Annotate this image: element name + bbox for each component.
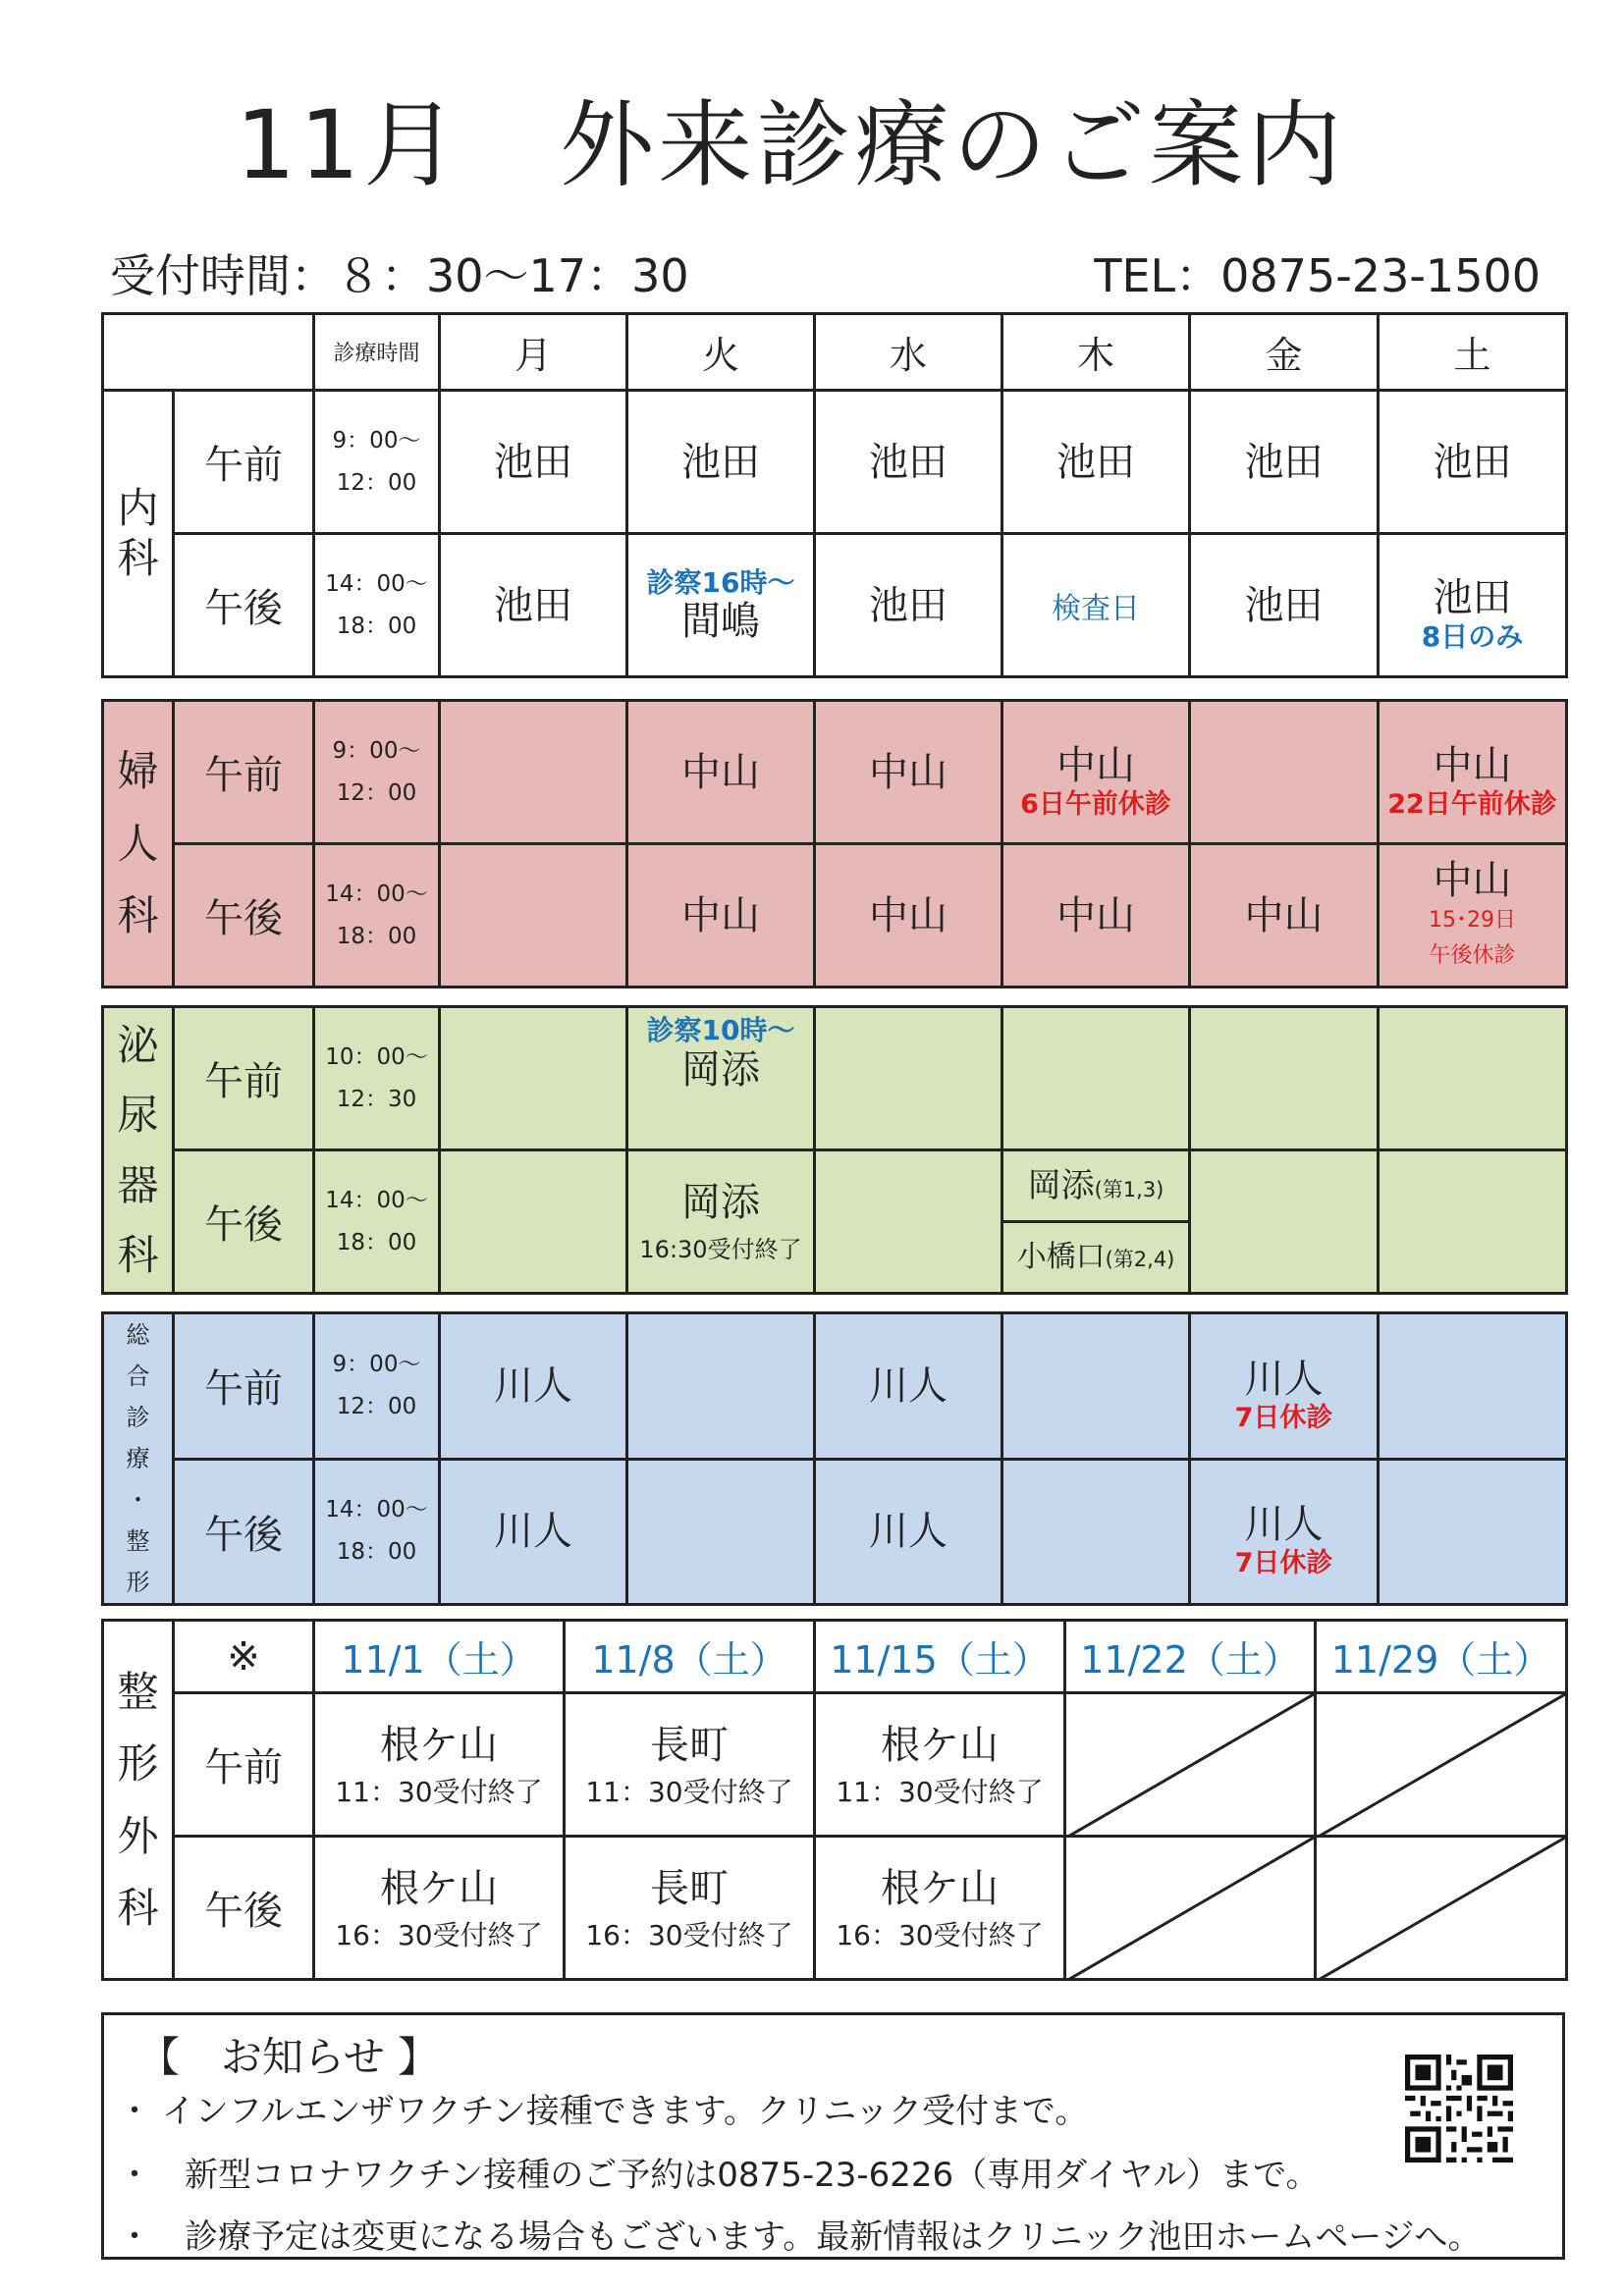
closure-note: 6日午前休診 [1020, 788, 1171, 820]
doctor-name: 長町 [650, 1865, 729, 1911]
doctor-cell: 中山 [1190, 844, 1379, 988]
doctor-cell [1379, 534, 1567, 677]
consult-note: 診察10時～ [646, 1014, 795, 1046]
date-header: 11/22（土） [1065, 1621, 1316, 1693]
reception-end-note: 11：30受付終了 [585, 1775, 793, 1808]
date-header: 11/1（土） [314, 1621, 565, 1693]
seikei-table [101, 1619, 1568, 1981]
time-am: 10：00～ 12：30 [314, 1007, 440, 1150]
empty-cell [627, 1313, 815, 1460]
doctor-cell: 池田 [1190, 391, 1379, 534]
header-fri: 金 [1190, 314, 1379, 391]
doctor-name: 池田 [1433, 574, 1512, 620]
empty-cell [1190, 1150, 1379, 1294]
empty-cell [815, 1007, 1002, 1150]
doctor-cell: 池田 [815, 534, 1002, 677]
dept-char: 器 [117, 1160, 159, 1209]
no-service-cell [1316, 1837, 1567, 1980]
consult-note: 診察16時～ [646, 565, 795, 599]
period-pm: 午後 [174, 534, 314, 677]
diagonal-slash-icon [1317, 1838, 1565, 1980]
dept-char: 内 [117, 484, 159, 533]
reception-end-note: 11：30受付終了 [335, 1775, 543, 1808]
telephone: TEL：0875-23-1500 [1094, 249, 1541, 302]
sogo-table [101, 1311, 1568, 1606]
doctor-cell: 池田 [440, 391, 627, 534]
empty-cell [815, 1150, 1002, 1294]
only-note: 8日のみ [1421, 619, 1524, 653]
diagonal-slash-icon [1066, 1838, 1314, 1980]
empty-cell [627, 1459, 815, 1605]
period-am: 午前 [174, 391, 314, 534]
header-mon: 月 [440, 314, 627, 391]
dept-char: 科 [117, 533, 159, 582]
empty-cell [1379, 1007, 1567, 1150]
time-pm: 14：00～ 18：00 [314, 1150, 440, 1294]
empty-cell [1379, 1459, 1567, 1605]
no-service-cell [1065, 1837, 1316, 1980]
doctor-cell: 川人 [440, 1313, 627, 1460]
no-service-cell [1065, 1693, 1316, 1837]
doctor-name: 根ケ山 [380, 1722, 498, 1768]
period-am: 午前 [174, 1007, 314, 1150]
doctor-cell: 中山 [815, 701, 1002, 844]
doctor-cell: 池田 [1379, 391, 1567, 534]
dept-char: 外 [117, 1811, 159, 1860]
doctor-name: 岡添 [681, 1179, 760, 1225]
doctor-cell: 池田 [627, 391, 815, 534]
doctor-cell [815, 1693, 1065, 1837]
diagonal-slash-icon [1317, 1694, 1565, 1837]
empty-cell [440, 1007, 627, 1150]
diagonal-slash-icon [1066, 1694, 1314, 1837]
notice-box [101, 2012, 1565, 2260]
doctor-name: 中山 [1433, 858, 1512, 904]
doctor-cell: 池田 [815, 391, 1002, 534]
split-top [1003, 1151, 1188, 1223]
dept-char: 合 [126, 1362, 150, 1390]
doctor-cell: 池田 [1190, 534, 1379, 677]
doctor-name: 間嶋 [681, 599, 760, 645]
time-am: 9：00～ 12：00 [314, 701, 440, 844]
time-pm: 14：00～ 18：00 [314, 534, 440, 677]
doctor-cell [815, 1837, 1065, 1980]
doctor-cell: 中山 [815, 844, 1002, 988]
doctor-cell: 川人 [440, 1459, 627, 1605]
week-note: (第2,4) [1105, 1248, 1175, 1271]
doctor-name: 川人 [1244, 1502, 1324, 1548]
time-pm: 14：00～ 18：00 [314, 844, 440, 988]
dept-char: 療 [126, 1445, 150, 1472]
header-tue: 火 [627, 314, 815, 391]
doctor-name: 岡添 [1027, 1166, 1095, 1205]
reception-end-note: 16：30受付終了 [585, 1918, 793, 1951]
empty-cell [1379, 1150, 1567, 1294]
dept-char: 総 [126, 1321, 150, 1349]
header-wed: 水 [815, 314, 1002, 391]
dept-char: 泌 [117, 1020, 159, 1069]
split-bottom [1003, 1223, 1188, 1292]
doctor-cell [1002, 701, 1190, 844]
period-pm: 午後 [174, 1837, 314, 1980]
doctor-cell: 中山 [1002, 844, 1190, 988]
dept-char: 尿 [117, 1091, 159, 1140]
time-pm: 14：00～ 18：00 [314, 1459, 440, 1605]
dept-char: 整 [117, 1667, 159, 1716]
period-pm: 午後 [174, 1459, 314, 1605]
notice-title: 【 お知らせ 】 [138, 2033, 440, 2081]
empty-cell [1002, 1313, 1190, 1460]
dept-char: 人 [117, 819, 159, 868]
empty-cell [1190, 1007, 1379, 1150]
reception-end-note: 16：30受付終了 [836, 1918, 1044, 1951]
period-pm: 午後 [174, 844, 314, 988]
doctor-cell: 池田 [440, 534, 627, 677]
header-thu: 木 [1002, 314, 1190, 391]
dept-seikei [103, 1621, 174, 1980]
page-title: 11月 外来診療のご案内 [236, 90, 1346, 200]
week-note: (第1,3) [1094, 1178, 1164, 1201]
doctor-cell: 川人 [815, 1459, 1002, 1605]
doctor-cell [627, 534, 815, 677]
period-am: 午前 [174, 1313, 314, 1460]
reception-end-note: 16:30受付終了 [639, 1235, 802, 1263]
doctor-cell [1379, 701, 1567, 844]
date-header: 11/29（土） [1316, 1621, 1567, 1693]
doctor-cell [627, 1007, 815, 1150]
split-cell [1002, 1150, 1190, 1294]
doctor-cell [1190, 1313, 1379, 1460]
note-mark: ※ [174, 1621, 314, 1693]
doctor-name: 根ケ山 [881, 1865, 999, 1911]
empty-cell [440, 844, 627, 988]
doctor-name: 根ケ山 [881, 1722, 999, 1768]
doctor-cell: 川人 [815, 1313, 1002, 1460]
dept-char: 科 [117, 1884, 159, 1932]
dept-char: 科 [117, 891, 159, 940]
doctor-name: 中山 [1056, 742, 1135, 788]
dept-sogo [103, 1313, 174, 1605]
closure-note: 7日休診 [1234, 1548, 1333, 1579]
empty-cell [440, 701, 627, 844]
dept-fujinka [103, 701, 174, 988]
doctor-name: 長町 [650, 1722, 729, 1768]
doctor-cell [314, 1693, 565, 1837]
closure-note: 7日休診 [1234, 1402, 1333, 1433]
doctor-name: 川人 [1244, 1356, 1324, 1402]
notice-item: ・ インフルエンザワクチン接種できます。クリニック受付まで。 [118, 2092, 1089, 2131]
empty-cell [440, 1150, 627, 1294]
empty-cell [1002, 1007, 1190, 1150]
dept-char: 形 [117, 1739, 159, 1788]
dept-char: 科 [117, 1230, 159, 1279]
header-blank [103, 314, 314, 391]
period-pm: 午後 [174, 1150, 314, 1294]
empty-cell [1379, 1313, 1567, 1460]
dept-hinyoki [103, 1007, 174, 1294]
doctor-cell: 中山 [627, 701, 815, 844]
notice-item: ・ 新型コロナワクチン接種のご予約は0875-23-6226（専用ダイヤル）まで。 [118, 2156, 1320, 2195]
dept-char: 整 [126, 1527, 150, 1555]
reception-end-note: 11：30受付終了 [836, 1775, 1044, 1808]
time-am: 9：00～ 12：00 [314, 391, 440, 534]
empty-cell [1002, 1459, 1190, 1605]
exam-day: 検査日 [1002, 534, 1190, 677]
closure-note: 午後休診 [1429, 942, 1516, 968]
dept-char: 形 [126, 1569, 150, 1596]
reception-end-note: 16：30受付終了 [335, 1918, 543, 1951]
doctor-cell [1379, 844, 1567, 988]
time-am: 9：00～ 12：00 [314, 1313, 440, 1460]
doctor-name: 根ケ山 [380, 1865, 498, 1911]
doctor-cell [565, 1693, 815, 1837]
qr-code-icon[interactable] [1405, 2055, 1513, 2163]
fujinka-table [101, 699, 1568, 988]
period-am: 午前 [174, 1693, 314, 1837]
hinyoki-table [101, 1005, 1568, 1295]
closure-note: 22日午前休診 [1387, 788, 1557, 820]
dept-naika [103, 391, 174, 677]
dept-char: 婦 [117, 747, 159, 796]
reception-hours: 受付時間：８：30～17：30 [110, 249, 689, 302]
empty-cell [1190, 701, 1379, 844]
doctor-cell: 中山 [627, 844, 815, 988]
date-header: 11/15（土） [815, 1621, 1065, 1693]
closure-note: 15･29日 [1429, 908, 1516, 934]
no-service-cell [1316, 1693, 1567, 1837]
doctor-cell [1190, 1459, 1379, 1605]
doctor-cell: 池田 [1002, 391, 1190, 534]
date-header: 11/8（土） [565, 1621, 815, 1693]
doctor-name: 中山 [1433, 742, 1512, 788]
doctor-name: 小橋口 [1016, 1240, 1106, 1274]
doctor-name: 岡添 [681, 1046, 760, 1093]
dept-char: 診 [126, 1404, 150, 1431]
doctor-cell [627, 1150, 815, 1294]
naika-table [101, 312, 1568, 678]
notice-item: ・ 診療予定は変更になる場合もございます。最新情報はクリニック池田ホームページへ。 [118, 2217, 1482, 2257]
period-am: 午前 [174, 701, 314, 844]
header-sat: 土 [1379, 314, 1567, 391]
doctor-cell [565, 1837, 815, 1980]
dept-char: ・ [126, 1486, 150, 1514]
doctor-cell [314, 1837, 565, 1980]
header-time: 診療時間 [314, 314, 440, 391]
